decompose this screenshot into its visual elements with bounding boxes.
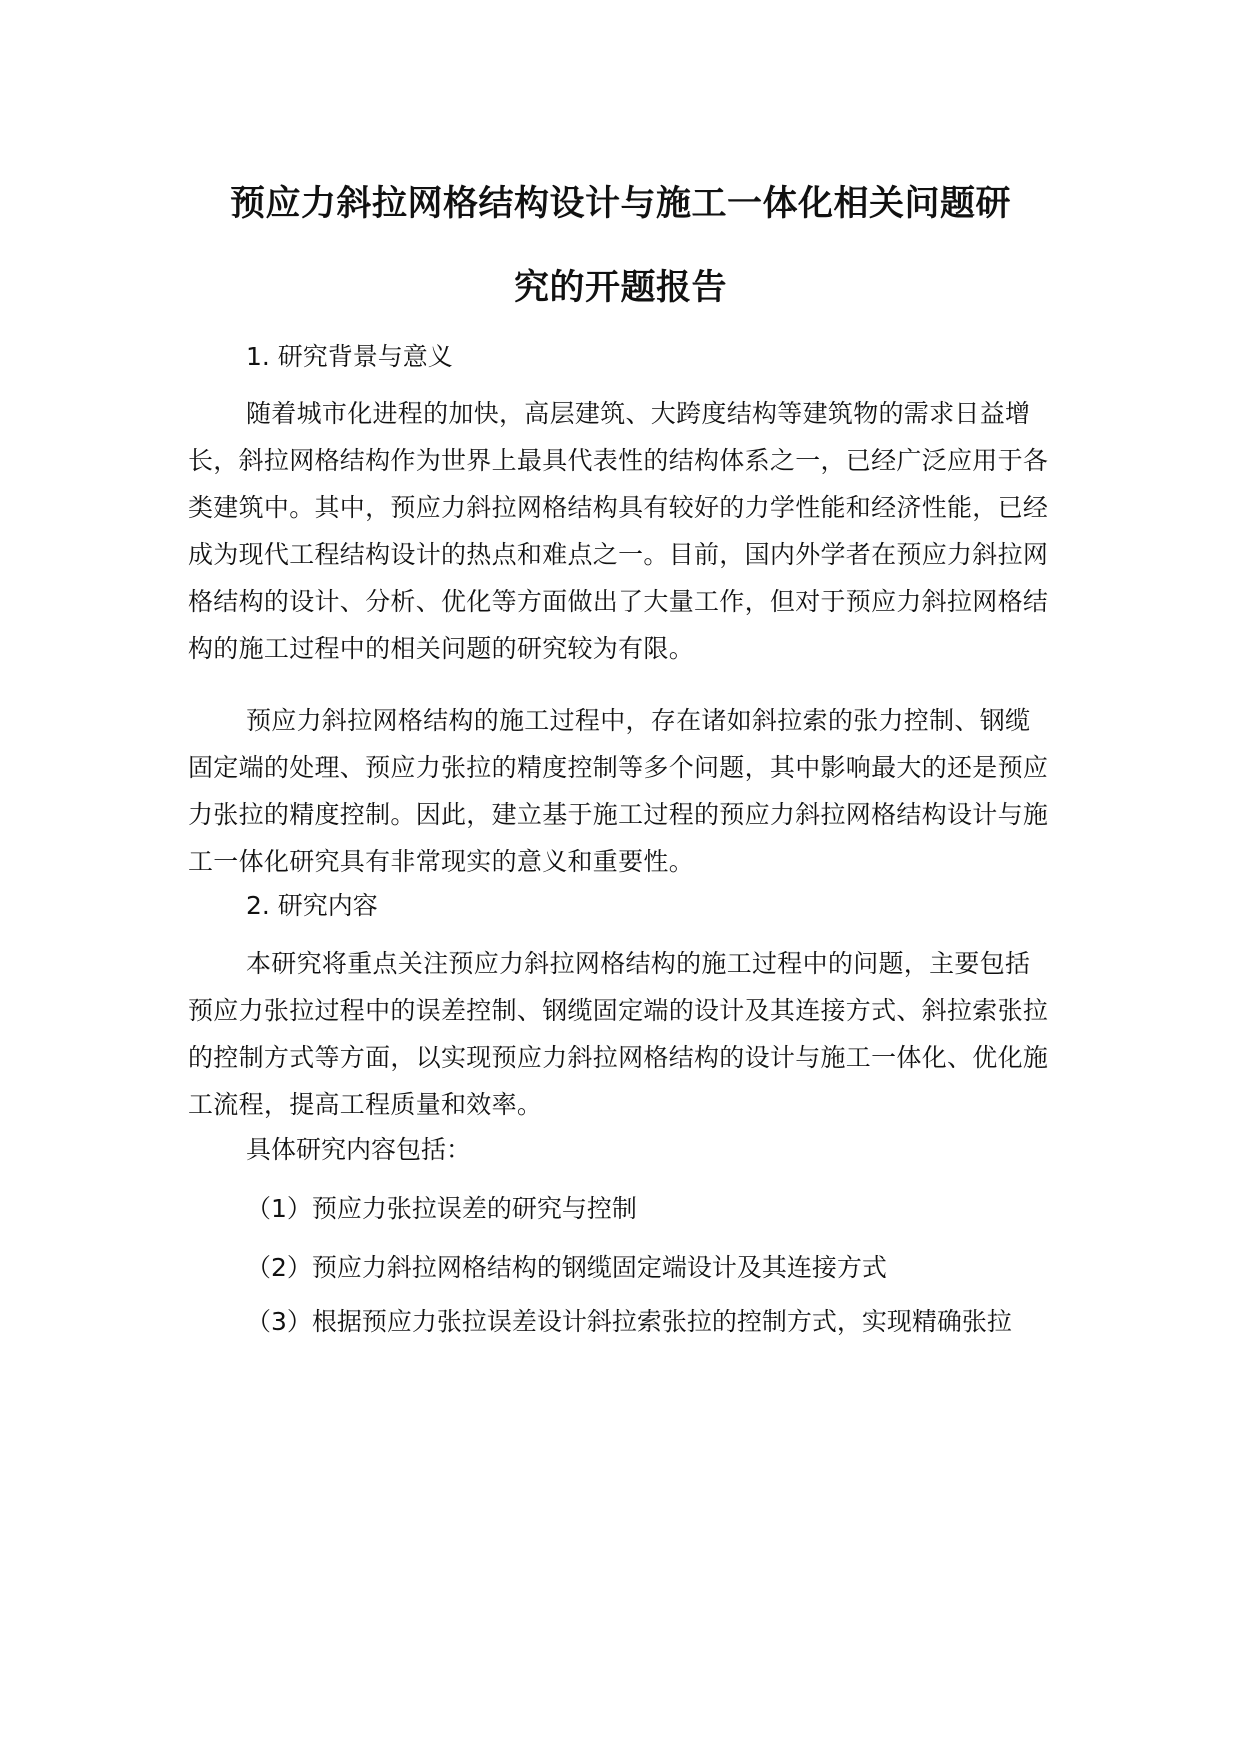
research-item-3: （3）根据预应力张拉误差设计斜拉索张拉的控制方式，实现精确张拉	[246, 1307, 1012, 1336]
section-1-heading: 1. 研究背景与意义	[246, 342, 453, 371]
section-1-paragraph-2: 预应力斜拉网格结构的施工过程中，存在诸如斜拉索的张力控制、钢缆固定端的处理、预应力张拉的精度控制等多个问题，其中影响最大的还是预应力张拉的精度控制。因此，建立基于施工过程的预应力斜拉网格结构设计与施工一体化研究具有非常现实的意义和重要性。	[188, 706, 1049, 876]
research-item-1: （1）预应力张拉误差的研究与控制	[246, 1194, 637, 1223]
research-item-2: （2）预应力斜拉网格结构的钢缆固定端设计及其连接方式	[246, 1253, 887, 1282]
section-1-paragraph-1: 随着城市化进程的加快，高层建筑、大跨度结构等建筑物的需求日益增长，斜拉网格结构作为世界上最具代表性的结构体系之一，已经广泛应用于各类建筑中。其中，预应力斜拉网格结构具有较好的力学性能和经济性能，已经成为现代工程结构设计的热点和难点之一。目前，国内外学者在预应力斜拉网格结构的设计、分析、优化等方面做出了大量工作，但对于预应力斜拉网格结构的施工过程中的相关问题的研究较为有限。	[188, 399, 1049, 663]
section-2-paragraph-1: 本研究将重点关注预应力斜拉网格结构的施工过程中的问题，主要包括预应力张拉过程中的误差控制、钢缆固定端的设计及其连接方式、斜拉索张拉的控制方式等方面，以实现预应力斜拉网格结构的设计与施工一体化、优化施工流程，提高工程质量和效率。	[188, 949, 1049, 1119]
document-title-line-1: 预应力斜拉网格结构设计与施工一体化相关问题研	[229, 184, 1011, 224]
document-title-line-2: 究的开题报告	[513, 268, 727, 308]
section-2-intro: 具体研究内容包括：	[246, 1135, 472, 1164]
section-2-heading: 2. 研究内容	[246, 891, 378, 920]
